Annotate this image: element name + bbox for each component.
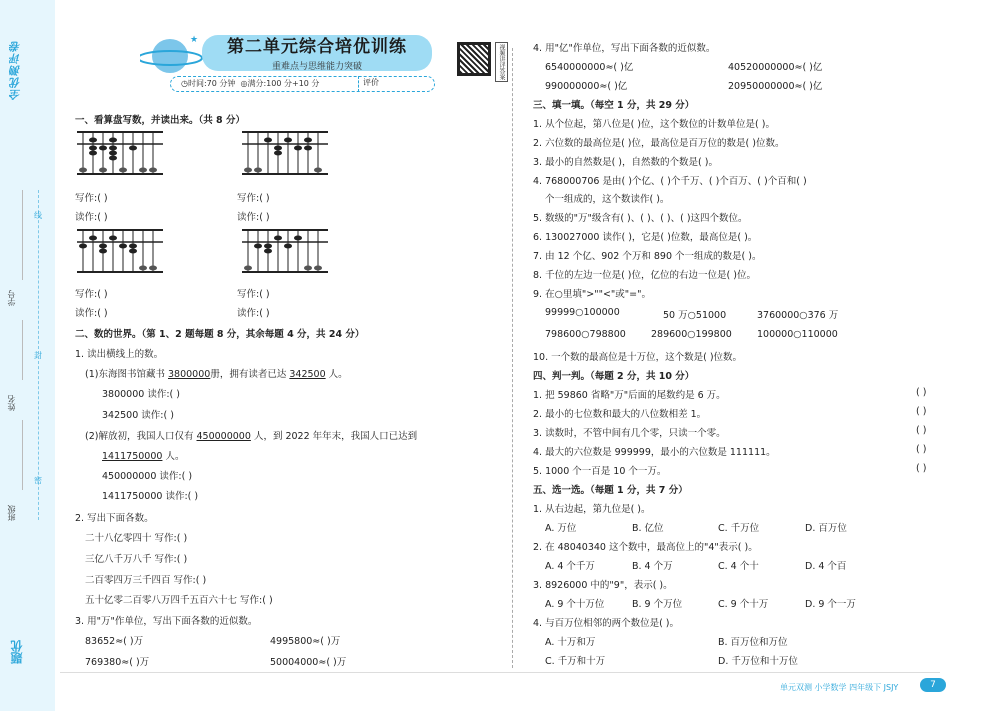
abacus-3	[75, 228, 165, 274]
binding-mark: 密	[34, 476, 42, 485]
answer-line[interactable]: 4995800≈( )万	[270, 636, 341, 647]
answer-line[interactable]: 写作:( )	[237, 193, 270, 204]
question: 1. 读出横线上的数。	[75, 349, 164, 360]
answer-line[interactable]: 6540000000≈( )亿	[545, 62, 634, 73]
clock-icon: ◷	[181, 79, 188, 88]
student-line	[22, 320, 23, 380]
answer-line[interactable]: 二十八亿零四十 写作:( )	[85, 533, 188, 544]
answer-line[interactable]: 769380≈( )万	[85, 657, 150, 668]
choice-option[interactable]: D. 9 个一万	[805, 599, 856, 610]
time-limit: 时间:70 分钟	[187, 79, 236, 88]
choice-option[interactable]: A. 十万和万	[545, 637, 596, 648]
question: 2. 写出下面各数。	[75, 513, 154, 524]
answer-line[interactable]: 读作:( )	[75, 308, 108, 319]
answer-line[interactable]: 写作:( )	[237, 289, 270, 300]
answer-line[interactable]: 990000000≈( )亿	[545, 81, 628, 92]
answer-line[interactable]: 二百零四万三千四百 写作:( )	[85, 575, 207, 586]
student-line	[22, 420, 23, 490]
compare-item[interactable]: 798600○798800	[545, 329, 626, 340]
answer-line[interactable]: 1411750000 读作:( )	[102, 491, 199, 502]
choice-option[interactable]: B. 百万位和万位	[718, 637, 788, 648]
student-line	[22, 190, 23, 280]
choice-option[interactable]: A. 4 个千万	[545, 561, 595, 572]
footer-text: 单元双测 小学数学 四年级下 JSJY	[780, 683, 899, 692]
title-banner	[202, 35, 432, 71]
star-icon: ◎	[240, 79, 248, 88]
page-subtitle: 重难点与思维能力突破	[271, 62, 362, 72]
question-text: 1411750000 人。	[102, 451, 185, 462]
abacus-4	[240, 228, 330, 274]
choice-option[interactable]: C. 9 个十万	[718, 599, 769, 610]
evaluation-box: 评价	[358, 76, 433, 92]
judge-answer-box[interactable]: ( )	[916, 463, 927, 474]
fill-question: 9. 在○里填">""<"或"="。	[533, 289, 651, 300]
choice-option[interactable]: D. 4 个百	[805, 561, 847, 572]
column-divider	[512, 48, 513, 668]
qr-label: 视频讲评答案	[495, 42, 508, 82]
abacus-1	[75, 130, 165, 176]
answer-line[interactable]: 20950000000≈( )亿	[728, 81, 823, 92]
judge-answer-box[interactable]: ( )	[916, 425, 927, 436]
section-heading: 四、判一判。（每题 2 分，共 10 分）	[533, 371, 695, 382]
section-heading: 五、选一选。（每题 1 分，共 7 分）	[533, 485, 688, 496]
answer-line[interactable]: 读作:( )	[237, 212, 270, 223]
choice-question: 4. 与百万位相邻的两个数位是( )。	[533, 618, 680, 629]
brand-vertical-text: 全优测评卷	[9, 40, 22, 100]
fill-question[interactable]: 6. 130027000 读作( )，它是( )位数，最高位是( )。	[533, 232, 758, 243]
answer-line[interactable]: 读作:( )	[237, 308, 270, 319]
answer-line[interactable]: 342500 读作:( )	[102, 410, 174, 421]
answer-line[interactable]: 3800000 读作:( )	[102, 389, 180, 400]
qr-code[interactable]	[457, 42, 491, 76]
answer-line[interactable]: 40520000000≈( )亿	[728, 62, 823, 73]
planet-decoration	[140, 34, 210, 76]
section-heading: 三、填一填。（每空 1 分，共 29 分）	[533, 100, 695, 111]
choice-option[interactable]: B. 9 个万位	[632, 599, 683, 610]
answer-line[interactable]: 三亿八千万八千 写作:( )	[85, 554, 188, 565]
binding-mark: 封	[34, 351, 42, 360]
judge-question: 2. 最小的七位数和最大的八位数相差 1。	[533, 409, 707, 420]
answer-line[interactable]: 83652≈( )万	[85, 636, 144, 647]
fill-question[interactable]: 5. 数级的"万"级含有( )、( )、( )、( )这四个数位。	[533, 213, 748, 224]
fill-question[interactable]: 1. 从个位起，第八位是( )位，这个数位的计数单位是( )。	[533, 119, 775, 130]
answer-line[interactable]: 写作:( )	[75, 289, 108, 300]
compare-item[interactable]: 289600○199800	[651, 329, 732, 340]
student-name-label: 姓名	[7, 395, 16, 411]
fill-question[interactable]: 8. 千位的左边一位是( )位，亿位的右边一位是( )位。	[533, 270, 756, 281]
compare-item[interactable]: 99999○100000	[545, 307, 620, 318]
compare-item[interactable]: 3760000○376 万	[757, 310, 839, 321]
judge-question: 5. 1000 个一百是 10 个一万。	[533, 466, 667, 477]
fill-question[interactable]: 4. 768000706 是由( )个亿、( )个千万、( )个百万、( )个百和( )	[533, 176, 807, 187]
judge-answer-box[interactable]: ( )	[916, 444, 927, 455]
question: 3. 用"万"作单位，写出下面各数的近似数。	[75, 616, 258, 627]
fill-question[interactable]: 个一组成的，这个数读作( )。	[545, 194, 670, 205]
brand-logo: 题优	[10, 640, 24, 664]
fill-question[interactable]: 2. 六位数的最高位是( )位，最高位是百万位的数是( )位数。	[533, 138, 785, 149]
judge-answer-box[interactable]: ( )	[916, 406, 927, 417]
footer-rule	[60, 672, 940, 673]
page-number: 7	[920, 678, 946, 692]
fill-question[interactable]: 3. 最小的自然数是( )，自然数的个数是( )。	[533, 157, 718, 168]
question: 4. 用"亿"作单位，写出下面各数的近似数。	[533, 43, 716, 54]
answer-line[interactable]: 写作:( )	[75, 193, 108, 204]
compare-item[interactable]: 50 万○51000	[663, 310, 727, 321]
question-text: (2)解放初，我国人口仅有 450000000 人，到 2022 年年末，我国人口已达到	[85, 431, 418, 442]
question-text: (1)东海图书馆藏书 3800000册，拥有读者已达 342500 人。	[85, 369, 348, 380]
choice-option[interactable]: A. 万位	[545, 523, 577, 534]
answer-line[interactable]: 450000000 读作:( )	[102, 471, 193, 482]
underlined-number: 3800000	[168, 369, 211, 380]
answer-line[interactable]: 50004000≈( )万	[270, 657, 347, 668]
section-heading: 二、数的世界。（第 1、2 题每题 8 分，其余每题 4 分，共 24 分）	[75, 329, 365, 340]
choice-option[interactable]: C. 4 个十	[718, 561, 759, 572]
choice-question: 1. 从右边起，第九位是( )。	[533, 504, 651, 515]
judge-question: 1. 把 59860 省略"万"后面的尾数约是 6 万。	[533, 390, 726, 401]
underlined-number: 1411750000	[102, 451, 163, 462]
choice-option[interactable]: B. 亿位	[632, 523, 664, 534]
judge-answer-box[interactable]: ( )	[916, 387, 927, 398]
answer-line[interactable]: 读作:( )	[75, 212, 108, 223]
page-title: 第二单元综合培优训练	[227, 37, 407, 57]
full-score: 满分:100 分+10 分	[247, 79, 320, 88]
svg-text:★: ★	[190, 35, 199, 45]
choice-option[interactable]: C. 千万和十万	[545, 656, 606, 667]
section-heading: 一、看算盘写数，并读出来。（共 8 分）	[75, 115, 245, 126]
judge-question: 4. 最大的六位数是 999999，最小的六位数是 111111。	[533, 447, 776, 458]
judge-question: 3. 读数时，不管中间有几个零，只读一个零。	[533, 428, 726, 439]
compare-item[interactable]: 100000○110000	[757, 329, 838, 340]
fill-question[interactable]: 10. 一个数的最高位是十万位，这个数是( )位数。	[533, 352, 743, 363]
choice-question: 3. 8926000 中的"9"，表示( )。	[533, 580, 673, 591]
choice-option[interactable]: B. 4 个万	[632, 561, 673, 572]
fill-question[interactable]: 7. 由 12 个亿、902 个万和 890 个一组成的数是( )。	[533, 251, 762, 262]
underlined-number: 342500	[289, 369, 326, 380]
choice-option[interactable]: D. 百万位	[805, 523, 847, 534]
page-header	[140, 30, 530, 100]
binding-mark: 线	[34, 211, 42, 220]
choice-option[interactable]: C. 千万位	[718, 523, 760, 534]
student-number-label: 学号	[7, 290, 16, 306]
choice-option[interactable]: D. 千万位和十万位	[718, 656, 798, 667]
answer-line[interactable]: 五十亿零二百零八万四千五百六十七 写作:( )	[85, 595, 273, 606]
choice-option[interactable]: A. 9 个十万位	[545, 599, 605, 610]
abacus-2	[240, 130, 330, 176]
choice-question: 2. 在 48040340 这个数中，最高位上的"4"表示( )。	[533, 542, 758, 553]
class-label: 班级	[7, 505, 16, 521]
underlined-number: 450000000	[196, 431, 251, 442]
